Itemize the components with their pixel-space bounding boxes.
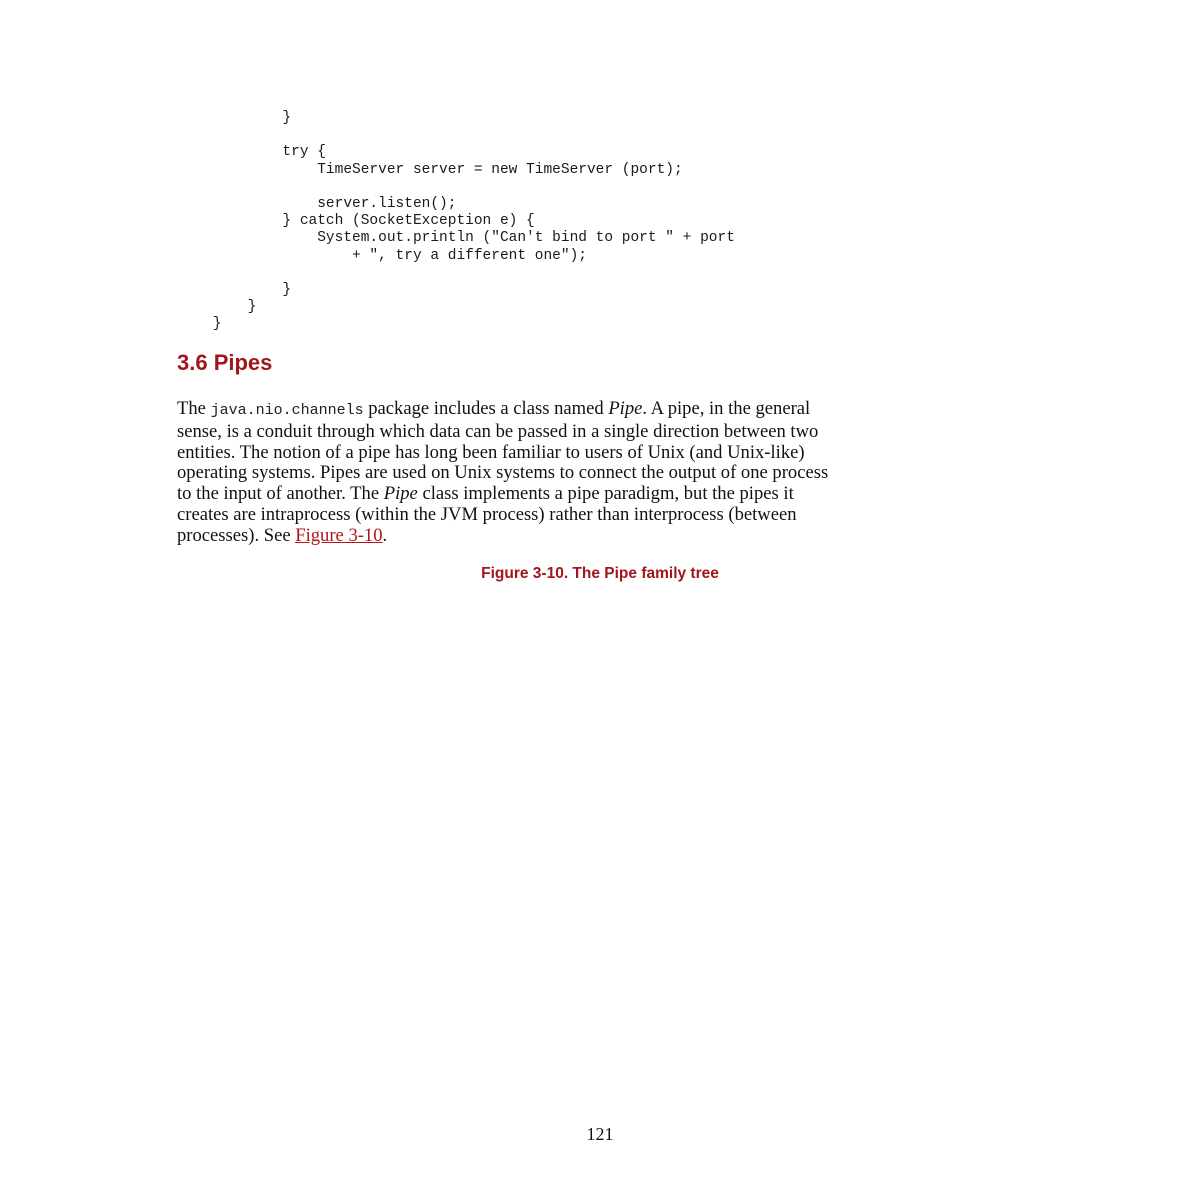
italic-term: Pipe <box>608 398 643 419</box>
italic-term: Pipe <box>383 483 418 505</box>
code-line: TimeServer server = new TimeServer (port); <box>178 161 683 178</box>
paragraph-line <box>177 484 1017 505</box>
code-line: try { <box>178 144 326 161</box>
paragraph-line <box>177 526 1017 547</box>
figure-caption: Figure 3-10. The Pipe family tree <box>481 565 719 582</box>
inline-code: java.nio.channels <box>210 402 364 419</box>
code-line: } <box>178 316 222 333</box>
code-line: } <box>178 299 257 316</box>
code-line: server.listen(); <box>178 195 457 212</box>
figure-reference-link[interactable]: Figure 3-10 <box>295 524 383 546</box>
text-span: . A pipe, in the general <box>642 398 811 419</box>
code-listing <box>178 110 735 333</box>
paragraph-line: operating systems. Pipes are used on Unix systems to connect the output of one process <box>177 462 829 484</box>
paragraph-line: sense, is a conduit through which data can be passed in a single direction between two <box>177 420 819 442</box>
code-line <box>178 179 735 196</box>
paragraph-line: entities. The notion of a pipe has long been familiar to users of Unix (and Unix-like) <box>177 441 805 463</box>
code-line <box>178 127 735 144</box>
page-number: 121 <box>586 1124 614 1144</box>
code-line: } <box>178 281 292 298</box>
section-heading: 3.6 Pipes <box>177 350 273 375</box>
paragraph-line <box>177 399 1017 422</box>
paragraph-line: creates are intraprocess (within the JVM process) rather than interprocess (between <box>177 503 797 525</box>
text-span: package includes a class named <box>363 398 609 419</box>
code-line: } catch (SocketException e) { <box>178 213 535 230</box>
text-span: The <box>177 398 211 419</box>
body-paragraph <box>177 399 1017 547</box>
code-line: } <box>178 110 292 126</box>
text-span: to the input of another. The <box>177 483 384 505</box>
code-line: System.out.println ("Can't bind to port " + port <box>178 230 735 247</box>
code-line: + ", try a different one"); <box>178 247 587 264</box>
code-line <box>178 265 735 282</box>
text-span: processes). See <box>177 524 296 546</box>
text-span: . <box>382 524 388 546</box>
text-span: class implements a pipe paradigm, but the pipes it <box>417 483 794 505</box>
